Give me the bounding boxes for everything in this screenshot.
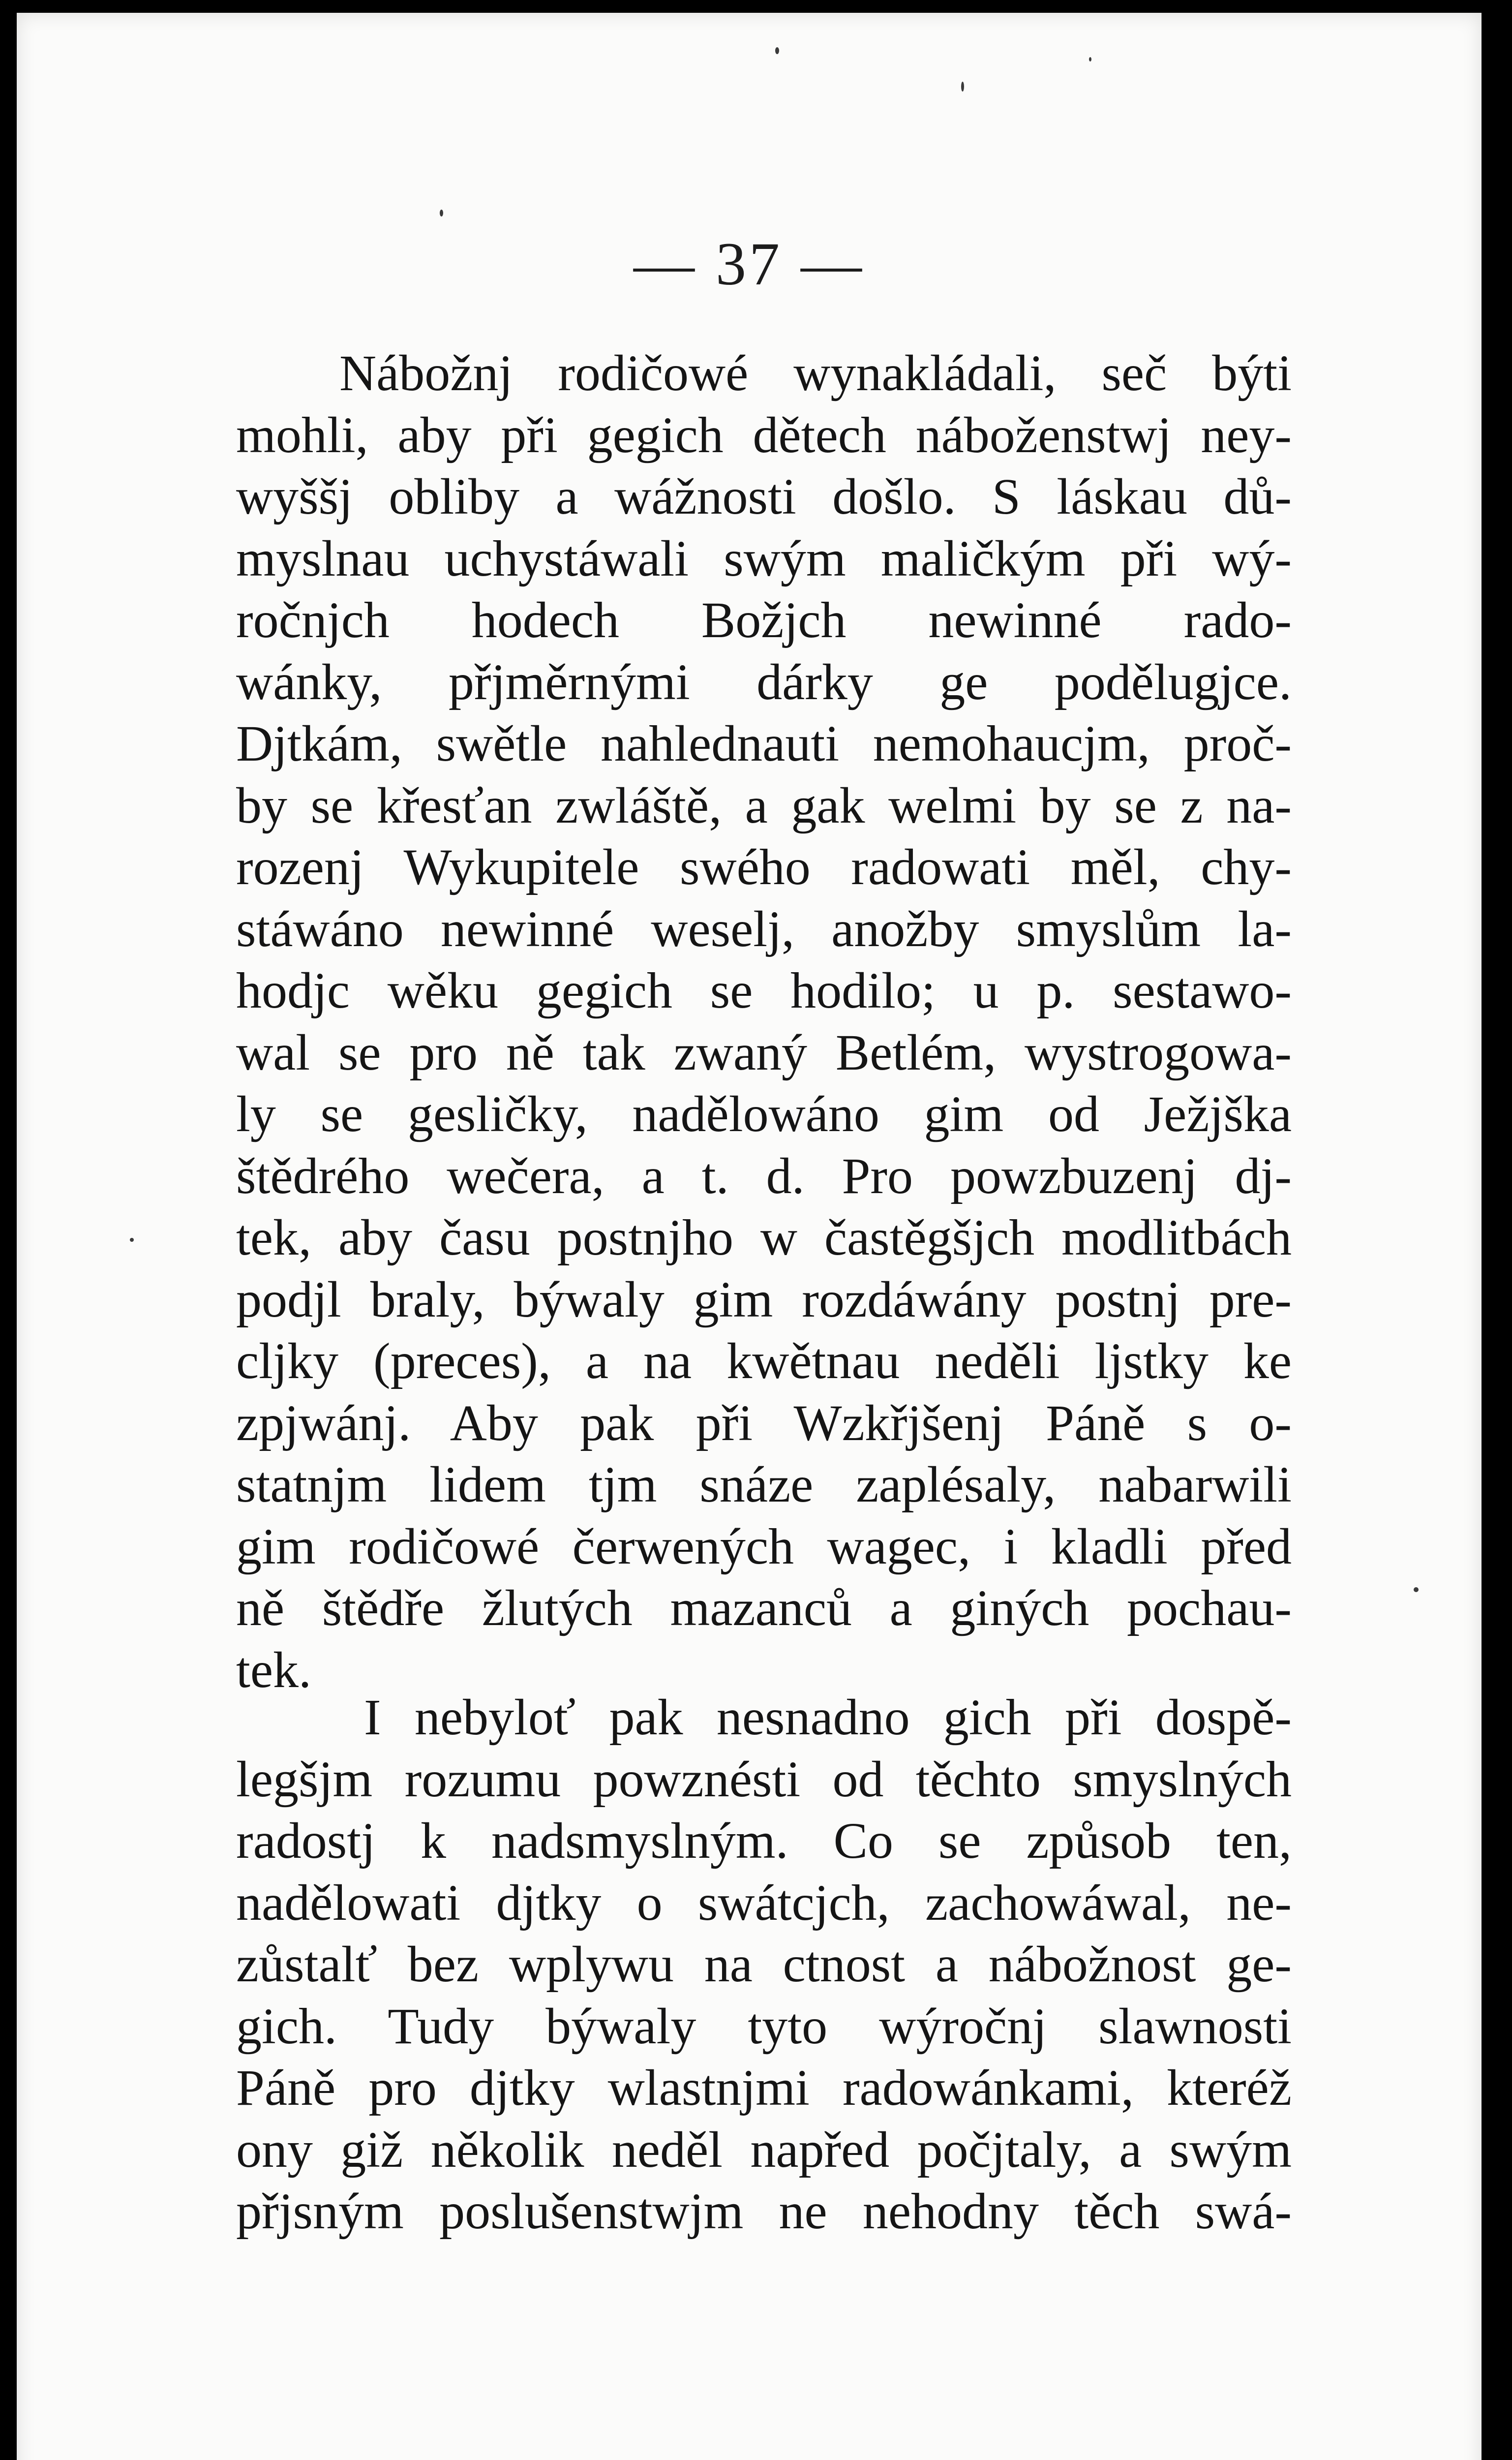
text-line: rozenj Wykupitele swého radowati měl, chy- [236, 839, 1292, 895]
text-line: zpjwánj. Aby pak při Wzkřjšenj Páně s o- [236, 1394, 1292, 1451]
text-line: tek, aby času postnjho w častěgšjch modlitbách [236, 1209, 1292, 1266]
text-line: myslnau uchystáwali swým maličkým při wý- [236, 530, 1292, 587]
page-number: — 37 — [634, 230, 865, 298]
paragraph-2 [236, 1687, 1292, 2243]
text-line: Páně pro djtky wlastnjmi radowánkami, kteréž [236, 2060, 1292, 2116]
ink-speck [1414, 1587, 1419, 1592]
text-line: legšjm rozumu powznésti od těchto smyslných [236, 1751, 1292, 1808]
text-line: ly se gesličky, nadělowáno gim od Ježjška [236, 1086, 1292, 1142]
text-line: ně štědře žlutých mazanců a giných pochau- [236, 1580, 1292, 1636]
text-line: Djtkám, swětle nahlednauti nemohaucjm, proč- [236, 715, 1292, 772]
ink-speck [130, 1238, 134, 1242]
paragraph-1 [236, 342, 1292, 1701]
ink-speck [1089, 57, 1091, 62]
text-line: stáwáno newinné weselj, anožby smyslům la- [236, 900, 1292, 957]
text-line: nadělowati djtky o swátcjch, zachowáwal, ne- [236, 1874, 1292, 1931]
text-line: podjl braly, býwaly gim rozdáwány postnj pre- [236, 1271, 1292, 1328]
text-line: gich. Tudy býwaly tyto wýročnj slawnosti [236, 1998, 1292, 2055]
text-line: statnjm lidem tjm snáze zaplésaly, nabarwili [236, 1456, 1292, 1513]
text-line: wal se pro ně tak zwaný Betlém, wystrogowa- [236, 1024, 1292, 1081]
text-line: hodjc wěku gegich se hodilo; u p. sestawo- [236, 962, 1292, 1019]
text-line: wánky, přjměrnými dárky ge podělugjce. [236, 653, 1292, 710]
book-page [17, 13, 1482, 2460]
text-line: mohli, aby při gegich dětech náboženstwj ney- [236, 406, 1292, 463]
text-line: cljky (preces), a na kwětnau neděli ljstky ke [236, 1333, 1292, 1389]
text-line: I nebyloť pak nesnadno gich při dospě- [364, 1689, 1292, 1746]
text-line: přjsným poslušenstwjm ne nehodny těch swá- [236, 2183, 1292, 2240]
ink-speck [440, 210, 443, 216]
ink-speck [775, 47, 779, 54]
text-line: Nábožnj rodičowé wynakládali, seč býti [339, 345, 1292, 401]
text-line: štědrého wečera, a t. d. Pro powzbuzenj dj- [236, 1147, 1292, 1204]
text-line: by se křesťan zwláště, a gak welmi by se z na- [236, 777, 1292, 834]
text-line: radostj k nadsmyslným. Co se způsob ten, [236, 1813, 1292, 1869]
text-line: tek. [236, 1641, 312, 1698]
ink-speck [961, 82, 964, 92]
text-line: gim rodičowé čerwených wagec, i kladli před [236, 1518, 1292, 1575]
text-line: wyššj obliby a wážnosti došlo. S láskau dů- [236, 468, 1292, 525]
text-line: ony giž několik neděl napřed počjtaly, a swým [236, 2121, 1292, 2178]
text-line: zůstalť bez wplywu na ctnost a nábožnost ge- [236, 1936, 1292, 1993]
text-line: ročnjch hodech Božjch newinné rado- [236, 592, 1292, 648]
